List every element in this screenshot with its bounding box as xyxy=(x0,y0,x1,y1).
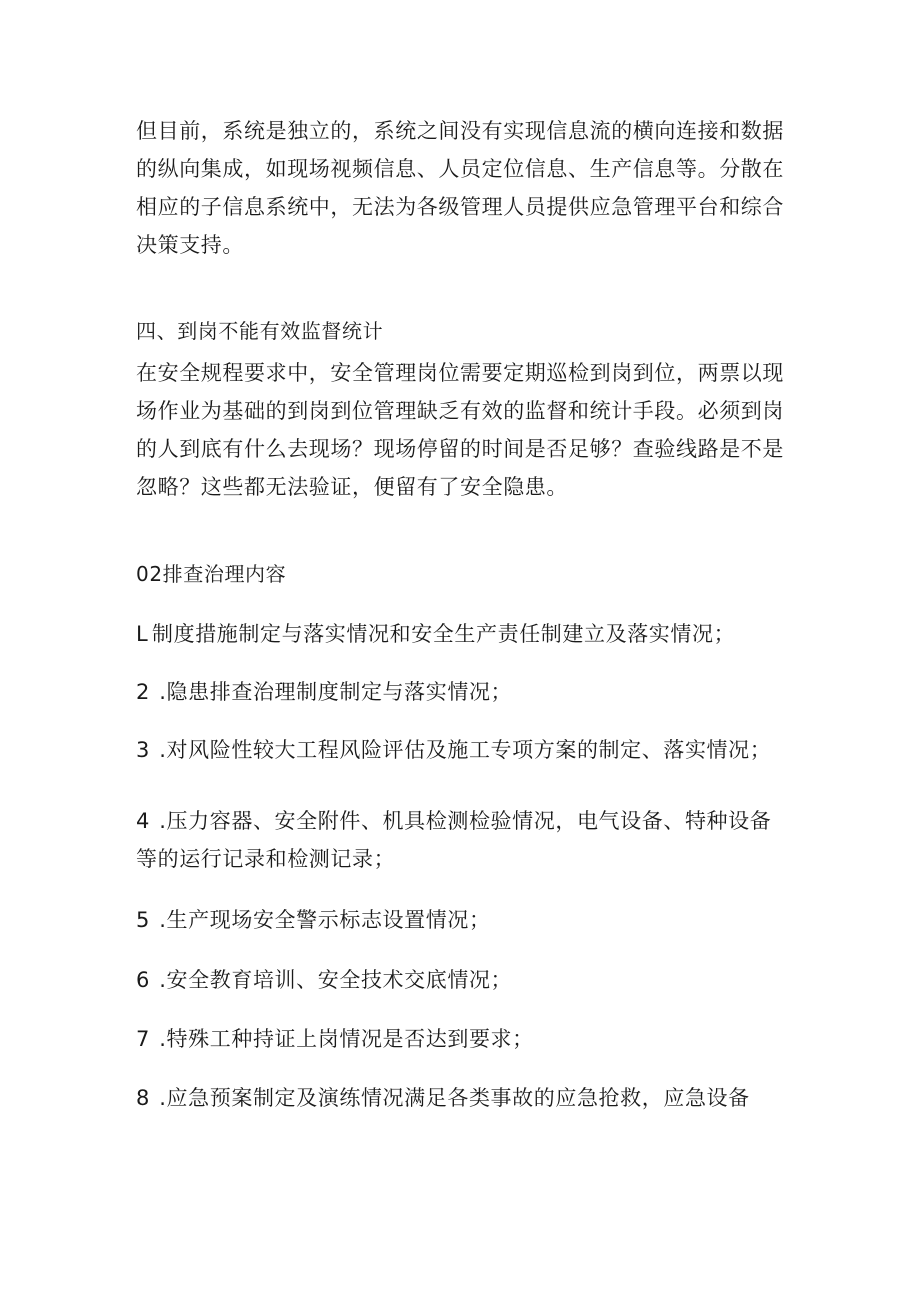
item-number: 7 xyxy=(136,1027,150,1051)
item-number: L xyxy=(136,622,149,646)
paragraph-line: 相应的子信息系统中，无法为各级管理人员提供应急管理平台和综合 xyxy=(136,195,784,219)
paragraph-line: 的人到底有什么去现场？现场停留的时间是否足够？查验线路是不是 xyxy=(136,437,784,461)
item-text-continuation: 等的运行记录和检测记录； xyxy=(136,847,396,871)
paragraph-line: 场作业为基础的到岗到位管理缺乏有效的监督和统计手段。必须到岗 xyxy=(136,399,784,423)
item-text: .安全教育培训、安全技术交底情况； xyxy=(159,968,513,992)
item-number: 3 xyxy=(136,738,150,762)
item-number: 8 xyxy=(136,1086,150,1110)
list-item xyxy=(136,802,796,878)
list-item xyxy=(136,731,796,769)
item-text: .生产现场安全警示标志设置情况； xyxy=(159,908,491,932)
item-text: 制度措施制定与落实情况和安全生产责任制建立及落实情况； xyxy=(152,622,736,646)
item-number: 5 xyxy=(136,908,150,932)
list-item xyxy=(136,673,796,711)
heading-text: 四、到岗不能有效监督统计 xyxy=(136,319,384,343)
paragraph-line: 的纵向集成，如现场视频信息、人员定位信息、生产信息等。分散在 xyxy=(136,157,784,181)
paragraph-line: 决策支持。 xyxy=(136,233,244,257)
paragraph-line: 在安全规程要求中，安全管理岗位需要定期巡检到岗到位，两票以现 xyxy=(136,361,784,385)
section-heading-4 xyxy=(136,312,796,350)
item-text: .对风险性较大工程风险评估及施工专项方案的制定、落实情况； xyxy=(159,738,772,762)
list-item xyxy=(136,961,796,999)
list-item xyxy=(136,901,796,939)
item-text: .隐患排查治理制度制定与落实情况； xyxy=(159,680,513,704)
item-number: 4 xyxy=(136,809,150,833)
heading-text: 02排查治理内容 xyxy=(136,562,287,586)
item-text: .压力容器、安全附件、机具检测检验情况，电气设备、特种设备 xyxy=(159,809,772,833)
list-item xyxy=(136,615,796,653)
list-item xyxy=(136,1020,796,1058)
item-text: .特殊工种持证上岗情况是否达到要求； xyxy=(159,1027,534,1051)
section-heading-02 xyxy=(136,555,796,593)
paragraph-line: 但目前，系统是独立的，系统之间没有实现信息流的横向连接和数据 xyxy=(136,119,784,143)
list-item xyxy=(136,1079,796,1117)
item-number: 2 xyxy=(136,680,150,704)
paragraph-system-integration xyxy=(136,112,796,264)
item-number: 6 xyxy=(136,968,150,992)
paragraph-line: 忽略？这些都无法验证，便留有了安全隐患。 xyxy=(136,475,568,499)
paragraph-onsite-supervision xyxy=(136,354,796,506)
item-text: .应急预案制定及演练情况满足各类事故的应急抢救，应急设备 xyxy=(159,1086,750,1110)
